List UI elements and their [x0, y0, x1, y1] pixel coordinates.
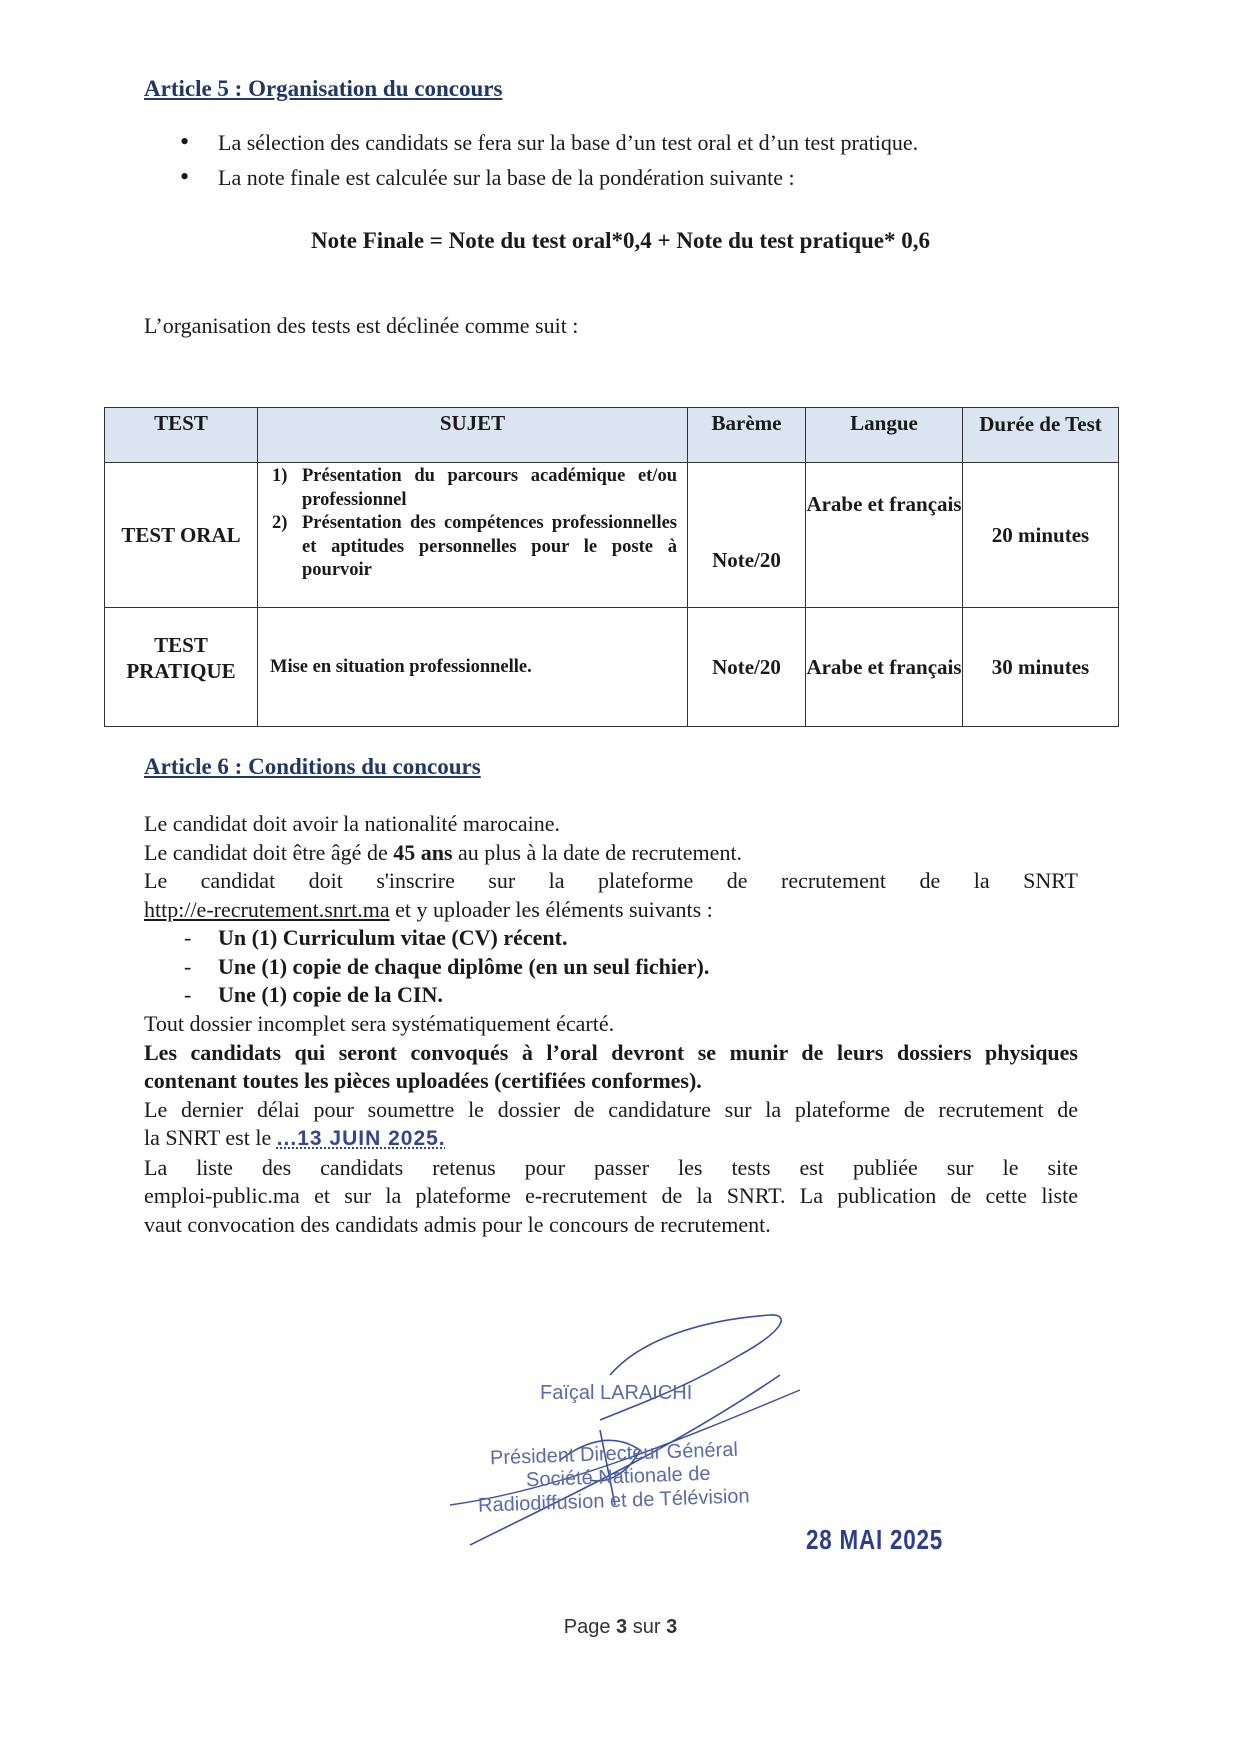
cell-sujet [258, 463, 688, 608]
cell-test: TEST ORAL [105, 463, 258, 608]
list-item: - Une (1) copie de chaque diplôme (en un seul fichier). [180, 953, 1080, 982]
table-row [105, 608, 1119, 727]
table-row [105, 463, 1119, 608]
deadline-date-stamp: ...13 JUIN 2025. [276, 1127, 446, 1150]
cell-duree: 30 minutes [963, 608, 1119, 727]
cell-langue: Arabe et français [806, 608, 963, 727]
publication-line3: vaut convocation des candidats admis pour le concours de recrutement. [144, 1211, 771, 1237]
signature-scribble [440, 1300, 840, 1570]
list-item: 1) Présentation du parcours académique et/ou professionnel [272, 466, 677, 510]
age-line: Le candidat doit être âgé de 45 ans au plus à la date de recrutement. [144, 839, 743, 865]
publication-line2: emploi-public.ma et sur la plateforme e-recrutement de la SNRT. La publication de cette liste [144, 1183, 1078, 1208]
article5-heading: Article 5 : Organisation du concours [144, 76, 503, 101]
signature-date-stamp: 28 MAI 2025 [806, 1524, 944, 1555]
cell-bareme: Note/20 [688, 463, 806, 608]
signatory-title: Président Directeur Général [489, 1438, 739, 1470]
deadline-line2: la SNRT est le ...13 JUIN 2025. [144, 1125, 446, 1150]
list-item: • La sélection des candidats se fera sur la base d’un test oral et d’un test pratique. [180, 130, 1140, 165]
required-documents-list [180, 924, 1080, 1010]
header-duree: Durée de Test [963, 408, 1119, 463]
article5-bullet-list [180, 130, 1140, 200]
header-langue: Langue [806, 408, 963, 463]
final-grade-formula: Note Finale = Note du test oral*0,4 + Note du test pratique* 0,6 [310, 228, 931, 253]
cell-sujet: Mise en situation professionnelle. [258, 608, 688, 727]
list-item: 2) Présentation des compétences professionnelles et aptitudes personnelles pour le poste à pourvoir [272, 513, 677, 580]
oral-notice-line1: Les candidats qui seront convoqués à l’oral devront se munir de leurs dossiers physiques [144, 1039, 1078, 1065]
cell-test: TEST PRATIQUE [105, 608, 258, 727]
nationality-line: Le candidat doit avoir la nationalité marocaine. [144, 811, 560, 836]
publication-line1: La liste des candidats retenus pour passer les tests est publiée sur le site [144, 1154, 1078, 1180]
article6-body-continued [144, 1010, 1078, 1239]
cell-duree: 20 minutes [963, 463, 1119, 608]
table-header-row [105, 408, 1119, 463]
upload-line: http://e-recrutement.snrt.ma et y uploader les éléments suivants : [144, 896, 713, 922]
recruitment-link[interactable]: http://e-recrutement.snrt.ma [144, 896, 390, 922]
cell-langue: Arabe et français [806, 463, 963, 608]
list-item: - Une (1) copie de la CIN. [180, 981, 1080, 1010]
deadline-line1: Le dernier délai pour soumettre le dossier de candidature sur la plateforme de recrutement de [144, 1096, 1078, 1122]
registration-line: Le candidat doit s'inscrire sur la plateforme de recrutement de la SNRT [144, 868, 1078, 893]
header-bareme: Barème [688, 408, 806, 463]
list-item: - Un (1) Curriculum vitae (CV) récent. [180, 924, 1080, 953]
article6-heading: Article 6 : Conditions du concours [144, 754, 481, 779]
organization-line2: Radiodiffusion et de Télévision [477, 1485, 750, 1517]
cell-bareme: Note/20 [688, 608, 806, 727]
signatory-name: Faïçal LARAICHI [540, 1382, 693, 1404]
tests-intro: L’organisation des tests est déclinée comme suit : [144, 313, 579, 338]
tests-table [104, 407, 1119, 727]
page-number: Page 3 sur 3 [563, 1616, 678, 1638]
header-sujet: SUJET [258, 408, 688, 463]
incomplete-notice: Tout dossier incomplet sera systématiquement écarté. [144, 1011, 615, 1036]
oral-notice-line2: contenant toutes les pièces uploadées (certifiées conformes). [144, 1068, 702, 1093]
organization-line1: Société Nationale de [525, 1462, 711, 1492]
article6-body [144, 810, 1078, 924]
header-test: TEST [105, 408, 258, 463]
list-item: • La note finale est calculée sur la base de la pondération suivante : [180, 165, 1140, 200]
